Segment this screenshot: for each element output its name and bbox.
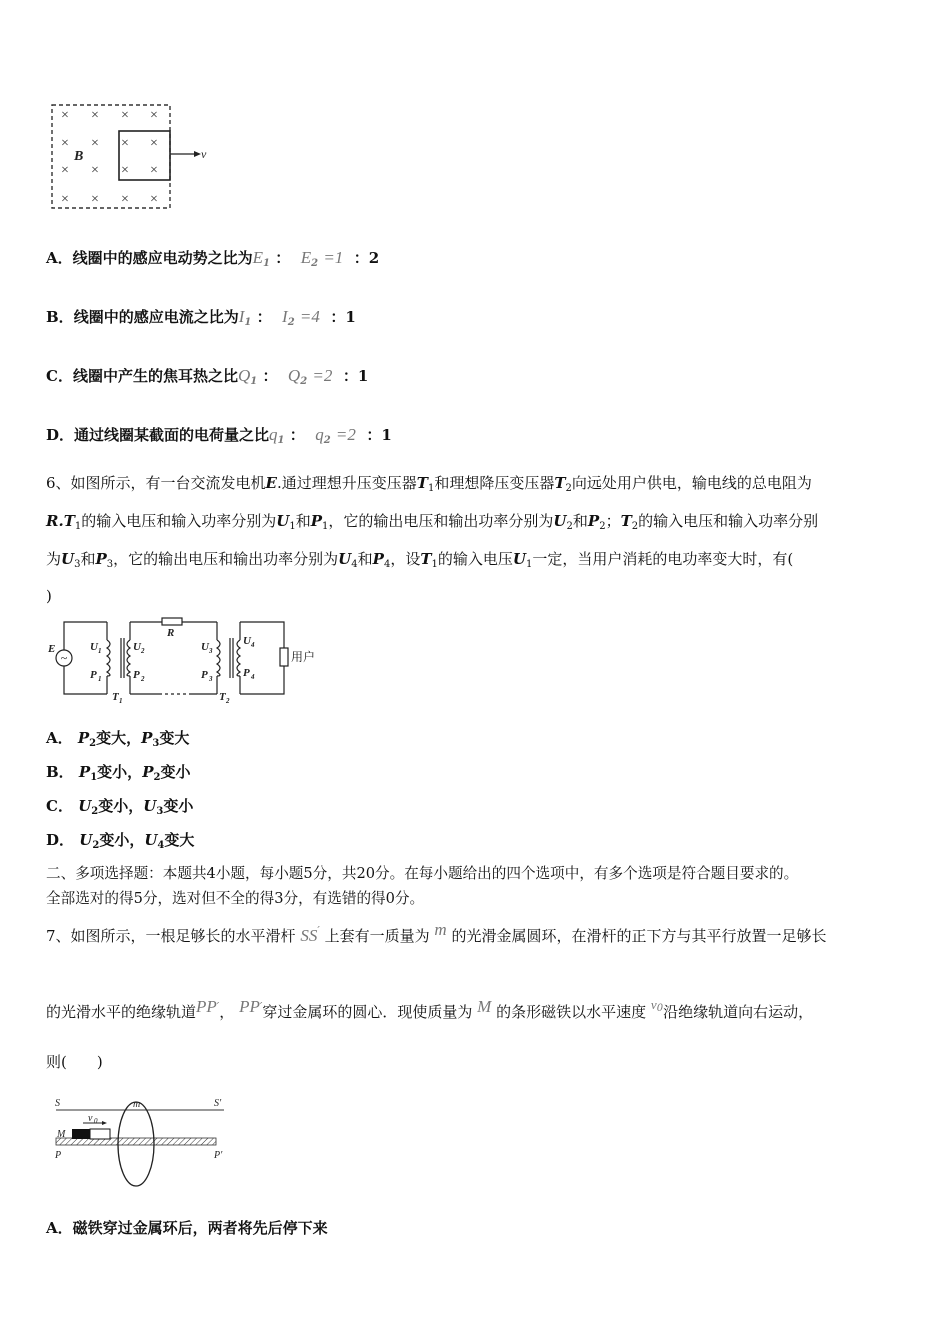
svg-text:T: T	[219, 691, 226, 703]
svg-text:1: 1	[98, 675, 102, 683]
svg-text:×: ×	[91, 192, 99, 207]
svg-text:×: ×	[150, 163, 158, 178]
svg-text:3: 3	[209, 675, 213, 683]
velocity-label: v	[201, 147, 207, 161]
svg-text:R: R	[167, 627, 175, 639]
svg-text:m: m	[133, 1099, 141, 1110]
field-label-b: B	[74, 149, 84, 164]
svg-text:S′: S′	[214, 1098, 222, 1109]
svg-text:×: ×	[61, 108, 69, 123]
svg-text:E: E	[48, 643, 56, 655]
svg-text:0: 0	[94, 1117, 98, 1125]
svg-text:×: ×	[91, 136, 99, 151]
q5-option-b: B．线圈中的感应电流之比为$I_1$ ： $I_2 =4$ ：1	[46, 307, 356, 328]
svg-text:P: P	[243, 667, 250, 679]
svg-text:T: T	[112, 691, 119, 703]
svg-text:1: 1	[119, 697, 123, 704]
svg-text:×: ×	[121, 136, 129, 151]
svg-text:S: S	[55, 1098, 60, 1109]
svg-text:×: ×	[61, 136, 69, 151]
svg-text:×: ×	[121, 192, 129, 207]
q7-option-a: A．磁铁穿过金属环后，两者将先后停下来	[46, 1219, 328, 1237]
svg-text:1: 1	[98, 647, 102, 655]
section2-header-line2: 全部选对的得5分，选对但不全的得3分，有选错的得0分。	[46, 890, 425, 907]
q6-option-a: A． $P_2$变大，$P_3$变大	[46, 729, 190, 749]
svg-text:M: M	[57, 1129, 66, 1140]
q6-option-b: B． $P_1$变小，$P_2$变小	[46, 763, 191, 783]
svg-text:×: ×	[91, 108, 99, 123]
bar-magnet-dark	[72, 1129, 90, 1139]
svg-text:v: v	[88, 1113, 93, 1124]
q6-option-c: C． $U_2$变小，$U_3$变小	[46, 797, 194, 817]
q5-option-a: A．线圈中的感应电动势之比为$E_1$ ： $E_2 =1$ ：2	[46, 248, 380, 269]
svg-text:×: ×	[61, 192, 69, 207]
svg-text:~: ~	[60, 651, 68, 665]
svg-text:×: ×	[150, 108, 158, 123]
q7-stem-line1: 7、如图所示，一根足够长的水平滑杆 SS′ 上套有一质量为 m 的光滑金属圆环，在滑杆的正下方与其平行放置一足够长	[46, 920, 827, 945]
svg-text:U: U	[133, 641, 141, 653]
svg-text:×: ×	[121, 163, 129, 178]
section2-header-line1: 二、多项选择题：本题共4小题，每小题5分，共20分。在每小题给出的四个选项中，有多个选项是符合题目要求的。	[46, 865, 799, 882]
svg-text:3: 3	[209, 647, 213, 655]
svg-text:P: P	[90, 669, 97, 681]
q6-option-d: D． $U_2$变小，$U_4$变大	[46, 831, 195, 851]
q6-stem-close: )	[46, 587, 52, 605]
svg-text:2: 2	[141, 675, 145, 683]
svg-text:P: P	[55, 1150, 62, 1161]
svg-text:P: P	[133, 669, 140, 681]
svg-text:×: ×	[150, 192, 158, 207]
figure-magnetic-field-coil	[44, 98, 214, 218]
svg-text:P′: P′	[214, 1150, 223, 1161]
svg-text:×: ×	[61, 163, 69, 178]
svg-text:P: P	[201, 669, 208, 681]
svg-text:2: 2	[141, 647, 145, 655]
svg-text:×: ×	[91, 163, 99, 178]
svg-text:U: U	[243, 635, 251, 647]
user-label: 用户	[291, 650, 316, 664]
insulating-track	[56, 1138, 216, 1145]
q5-option-d: D．通过线圈某截面的电荷量之比$q_1$ ： $q_2 =2$ ：1	[46, 425, 392, 446]
svg-text:×: ×	[150, 136, 158, 151]
q6-stem-line1: 6、如图所示，有一台交流发电机E.通过理想升压变压器$T_1$和理想降压变压器$T_2$向远处用户供电，输电线的总电阻为	[46, 474, 812, 494]
svg-text:×: ×	[121, 108, 129, 123]
svg-text:U: U	[201, 641, 209, 653]
figure-transmission-circuit	[44, 614, 334, 704]
q6-stem-line3: 为$U_3$和$P_3$，它的输出电压和输出功率分别为$U_4$和$P_4$，设$T_1$的输入电压$U_1$一定，当用户消耗的电功率变大时，有(	[46, 550, 794, 570]
figure-magnet-ring	[48, 1094, 238, 1190]
svg-text:U: U	[90, 641, 98, 653]
q7-stem-line2: 的光滑水平的绝缘轨道PP′， PP′穿过金属环的圆心．现使质量为 M 的条形磁铁以水平速度 $v^0$沿绝缘轨道向右运动，	[46, 997, 814, 1021]
q7-stem-line3: 则( )	[46, 1053, 103, 1071]
q5-option-c: C．线圈中产生的焦耳热之比$Q_1$ ： $Q_2 =2$ ：1	[46, 366, 369, 387]
svg-text:4: 4	[251, 673, 255, 681]
q6-stem-line2: $R.T_1$的输入电压和输入功率分别为$U_1$和$P_1$，它的输出电压和输出功率分别为$U_2$和$P_2$；$T_2$的输入电压和输入功率分别	[46, 512, 819, 532]
svg-text:4: 4	[251, 641, 255, 649]
bar-magnet-light	[90, 1129, 110, 1139]
svg-text:2: 2	[226, 697, 230, 704]
